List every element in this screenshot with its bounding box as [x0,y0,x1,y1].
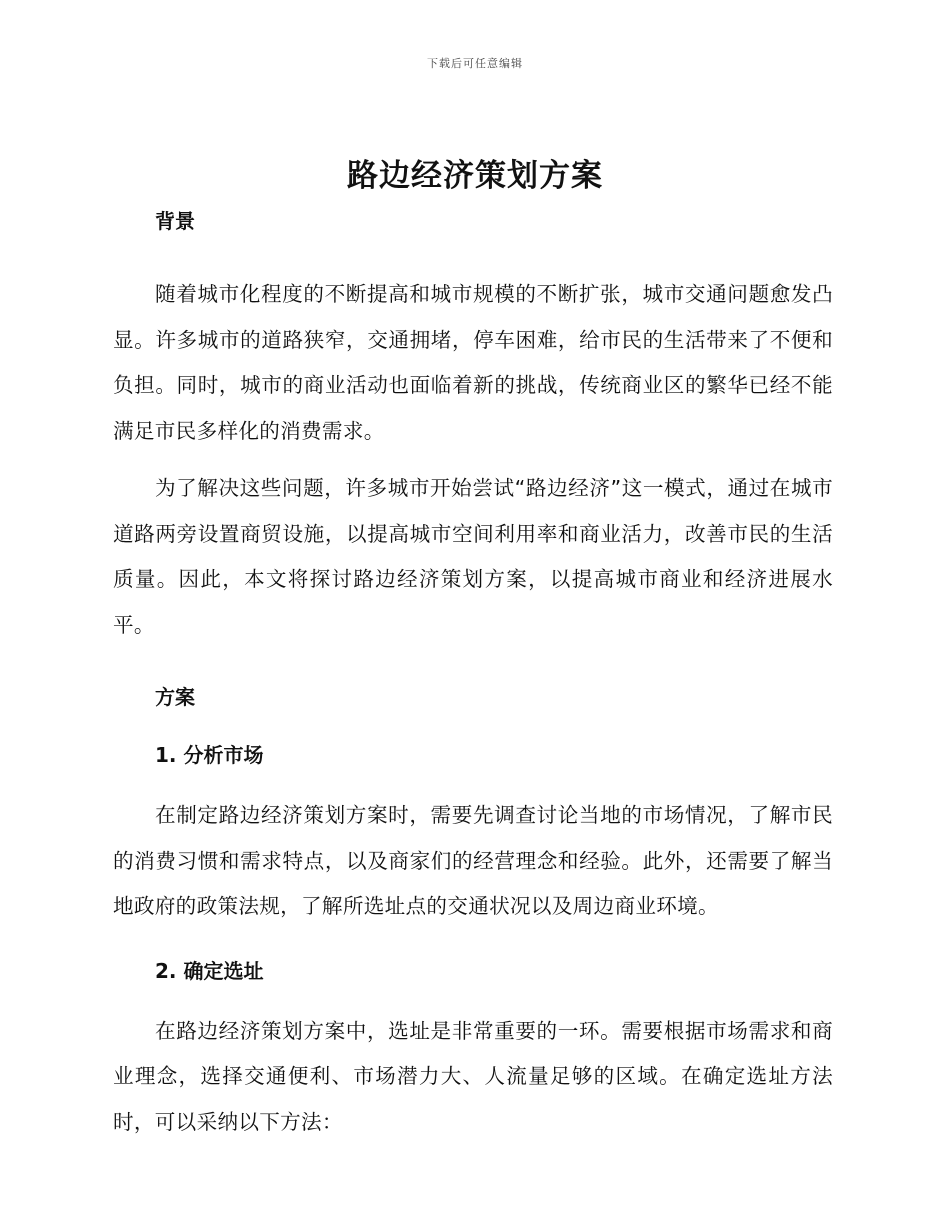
header-note: 下载后可任意编辑 [427,57,523,70]
document-title: 路边经济策划方案 [347,158,603,194]
section-heading-plan: 方案 [155,685,195,709]
section-heading-background: 背景 [155,209,195,233]
document-body [113,203,833,1145]
subheading-site-selection: 2. 确定选址 [155,958,264,983]
paragraph-background-2: 为了解决这些问题，许多城市开始尝试“路边经济”这一模式，通过在城市道路两旁设置商贸设施，以提高城市空间利用率和商业活力，改善市民的生活质量。因此，本文将探讨路边经济策划方案，以提高城市商业和经济进展水平。 [113,476,833,637]
subheading-analyze-market: 1. 分析市场 [155,743,264,767]
paragraph-background-1: 随着城市化程度的不断提高和城市规模的不断扩张，城市交通问题愈发凸显。许多城市的道路狭窄，交通拥堵，停车困难，给市民的生活带来了不便和负担。同时，城市的商业活动也面临着新的挑战，传统商业区的繁华已经不能满足市民多样化的消费需求。 [113,282,833,443]
paragraph-site-selection: 在路边经济策划方案中，选址是非常重要的一环。需要根据市场需求和商业理念，选择交通便利、市场潜力大、人流量足够的区域。在确定选址方法时，可以采纳以下方法： [113,1018,833,1134]
paragraph-analyze-market: 在制定路边经济策划方案时，需要先调查讨论当地的市场情况，了解市民的消费习惯和需求特点，以及商家们的经营理念和经验。此外，还需要了解当地政府的政策法规，了解所选址点的交通状况以及周边商业环境。 [113,803,833,918]
